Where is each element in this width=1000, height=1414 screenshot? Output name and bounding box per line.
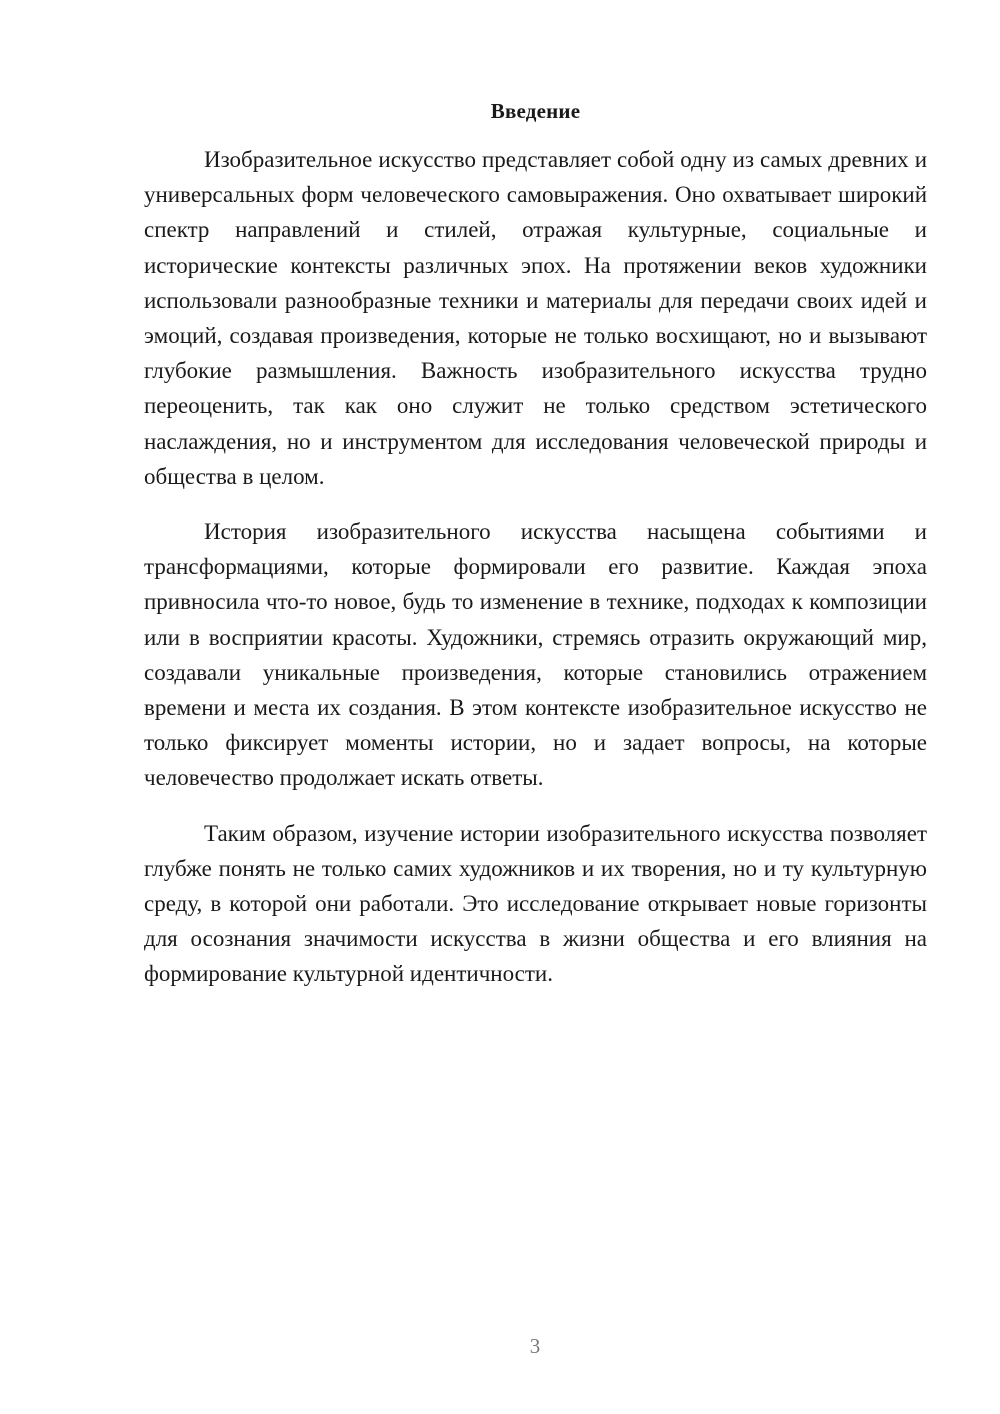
section-title: Введение: [490, 99, 581, 123]
paragraph-1: Изобразительное искусство представляет собой одну из самых древних и универсальных форм человеческого самовыражения. Оно охватывает широкий спектр направлений и стилей, отражая культурные, социальные и исторические контексты различных эпох. На протяжении веков художники использовали разнообразные техники и материалы для передачи своих идей и эмоций, создавая произведения, которые не только восхищают, но и вызывают глубокие размышления. Важность изобразительного искусства трудно переоценить, так как оно служит не только средством эстетического наслаждения, но и инструментом для исследования человеческой природы и общества в целом.: [144, 147, 927, 489]
page-content: [144, 96, 927, 1012]
page-number: 3: [529, 1334, 541, 1358]
paragraph-3: Таким образом, изучение истории изобразительного искусства позволяет глубже понять не только самих художников и их творения, но и ту культурную среду, в которой они работали. Это исследование открывает новые горизонты для осознания значимости искусства в жизни общества и его влияния на формирование культурной идентичности.: [144, 820, 927, 987]
paragraph-2: История изобразительного искусства насыщена событиями и трансформациями, которые формировали его развитие. Каждая эпоха привносила что-то новое, будь то изменение в технике, подходах к композиции или в восприятии красоты. Художники, стремясь отразить окружающий мир, создавали уникальные произведения, которые становились отражением времени и места их создания. В этом контексте изобразительное искусство не только фиксирует моменты истории, но и задает вопросы, на которые человечество продолжает искать ответы.: [144, 519, 927, 791]
